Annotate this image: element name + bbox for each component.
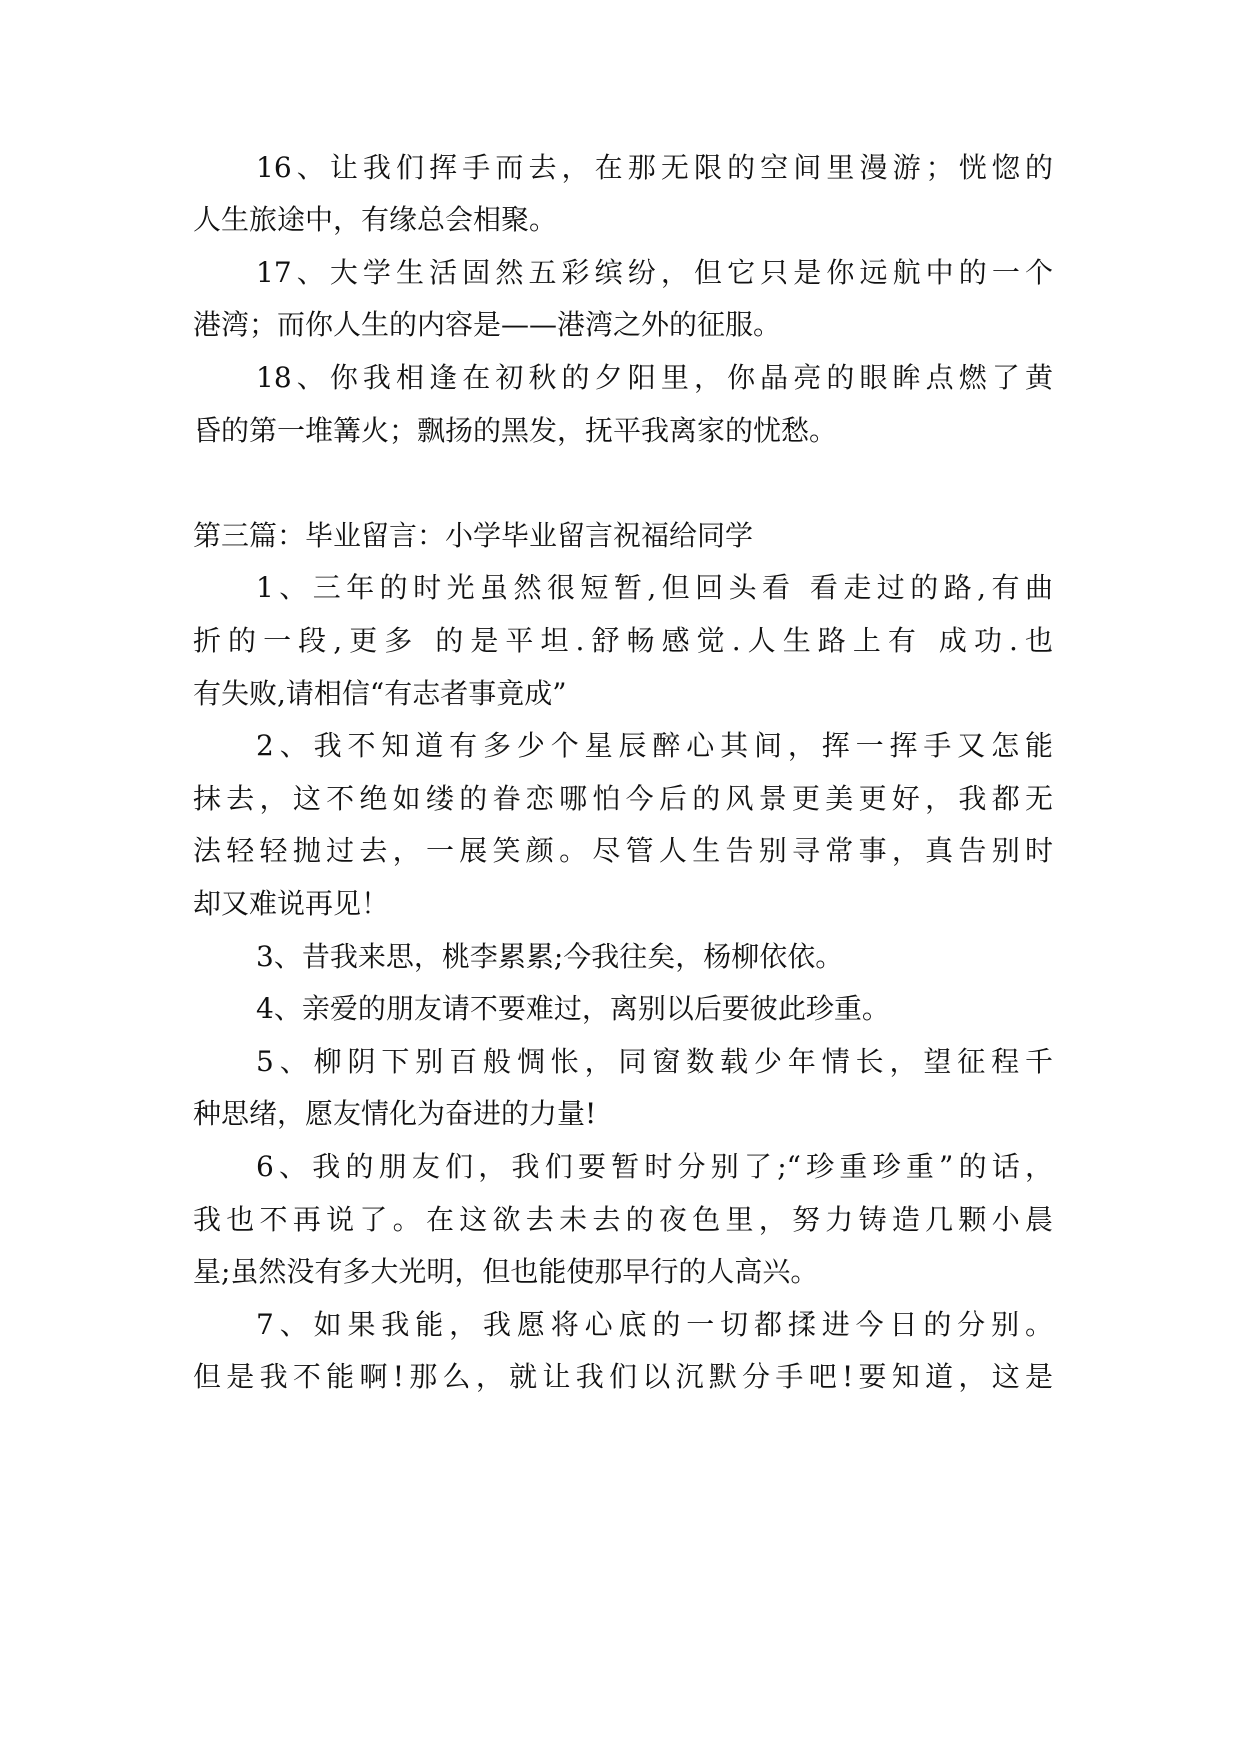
text-line: 1、三年的时光虽然很短暂,但回头看 看走过的路,有曲 — [256, 571, 1053, 604]
section-heading: 第三篇：毕业留言：小学毕业留言祝福给同学 — [193, 519, 754, 552]
text-line: 2、我不知道有多少个星辰醉心其间，挥一挥手又怎能 — [256, 729, 1053, 762]
text-line: 抹去，这不绝如缕的眷恋哪怕今后的风景更美更好，我都无 — [193, 782, 1053, 815]
text-line: 18、你我相逢在初秋的夕阳里，你晶亮的眼眸点燃了黄 — [256, 361, 1053, 394]
text-line: 法轻轻抛过去，一展笑颜。尽管人生告别寻常事，真告别时 — [193, 834, 1053, 867]
text-line: 我也不再说了。在这欲去未去的夜色里，努力铸造几颗小晨 — [193, 1203, 1053, 1236]
text-line: 17、大学生活固然五彩缤纷，但它只是你远航中的一个 — [256, 256, 1053, 289]
text-line: 6、我的朋友们，我们要暂时分别了;“珍重珍重”的话， — [256, 1150, 1053, 1183]
text-line: 16、让我们挥手而去，在那无限的空间里漫游；恍惚的 — [256, 151, 1053, 184]
text-line: 4、亲爱的朋友请不要难过，离别以后要彼此珍重。 — [256, 992, 890, 1025]
text-line: 有失败,请相信“有志者事竟成” — [193, 677, 567, 710]
text-line: 7、如果我能，我愿将心底的一切都揉进今日的分别。 — [256, 1308, 1053, 1341]
text-line: 星;虽然没有多大光明，但也能使那早行的人高兴。 — [193, 1255, 819, 1288]
text-line: 3、昔我来思，桃李累累;今我往矣，杨柳依依。 — [256, 940, 844, 973]
text-line: 港湾；而你人生的内容是——港湾之外的征服。 — [193, 308, 782, 341]
text-line: 种思绪，愿友情化为奋进的力量! — [193, 1097, 597, 1130]
text-line: 但是我不能啊!那么，就让我们以沉默分手吧!要知道，这是 — [193, 1360, 1053, 1393]
text-line: 5、柳阴下别百般惆怅，同窗数载少年情长，望征程千 — [256, 1045, 1053, 1078]
text-line: 人生旅途中，有缘总会相聚。 — [193, 203, 558, 236]
text-line: 昏的第一堆篝火；飘扬的黑发，抚平我离家的忧愁。 — [193, 414, 838, 447]
text-line: 却又难说再见！ — [193, 887, 390, 920]
text-line: 折的一段,更多 的是平坦.舒畅感觉.人生路上有 成功.也 — [193, 624, 1053, 657]
